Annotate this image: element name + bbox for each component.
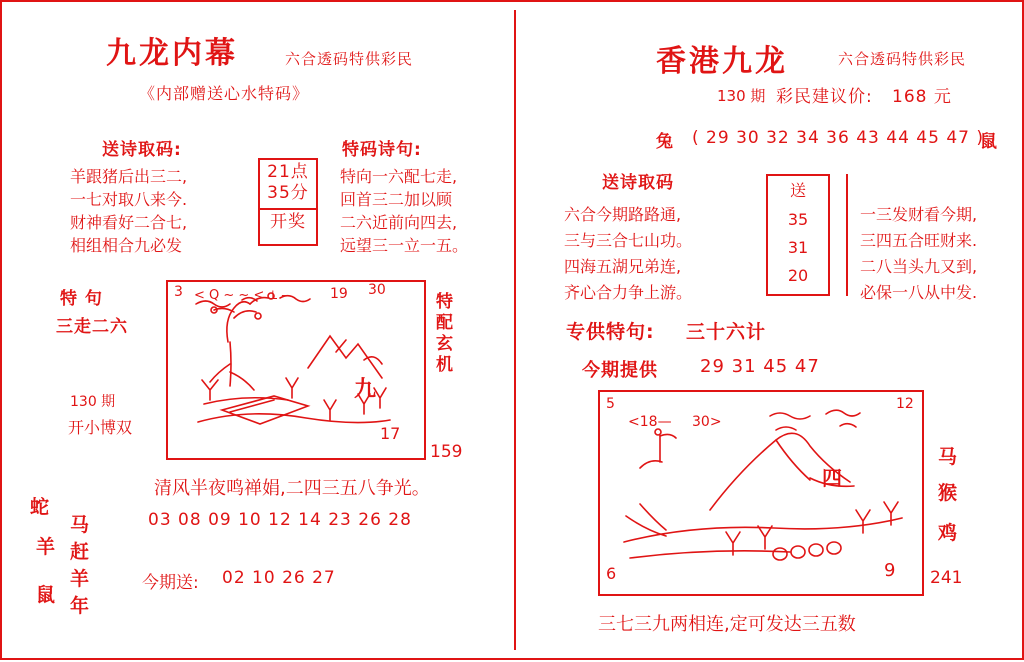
right-drawing-label-bottom-left: 6 [606,564,617,583]
right-price-label: 彩民建议价: [776,87,873,107]
right-send-poem-line-2: 三与三合七山功。 [564,231,693,250]
right-caption: 三七三九两相连,定可发达三五数 [598,614,856,635]
right-provide-label: 今期提供 [582,360,658,381]
left-special-poem-line-4: 远望三一立一五。 [340,236,469,255]
draw-time-minute: 35分 [267,183,309,204]
left-special-poem [340,165,468,257]
right-side-poem-line-3: 二八当头九又到, [860,257,978,276]
right-rabbit-right: 鼠 [980,132,998,152]
left-drawing-label-bottom-right: 17 [380,424,401,443]
te-ju-label: 特 句 [60,289,103,309]
left-issue-note: 开小博双 [68,418,133,437]
right-side-poem-line-4: 必保一八从中发. [860,283,978,302]
left-special-poem-line-1: 特向一六配七走, [340,167,458,186]
right-title: 香港九龙 [656,44,788,79]
te-ju-value: 三走二六 [56,317,128,337]
left-zodiac2-2: 赶 [70,541,91,563]
left-zodiac-3: 鼠 [36,584,57,606]
left-zodiac2-1: 马 [70,514,91,536]
left-this-issue-numbers: 02 10 26 27 [222,568,336,588]
left-drawing-label-top-left: 3 [174,284,183,300]
right-side-poem-line-1: 一三发财看今期, [860,205,978,224]
right-drawing [598,390,924,596]
right-price-value: 168 元 [892,87,952,107]
right-drawing-label-bottom-right: 9 [884,560,896,581]
left-special-poem-line-3: 二六近前向四去, [340,213,458,232]
right-special-label: 专供特句: [566,321,655,343]
right-send-box-label: 送 [789,181,806,200]
left-zodiac2-4: 年 [70,595,91,617]
draw-label: 开奖 [260,208,316,233]
left-send-poem-line-4: 相组相合九必发 [70,236,183,255]
left-send-poem-line-1: 羊跟猪后出三二, [70,167,188,186]
left-send-poem-line-2: 一七对取八来今. [70,190,188,209]
right-side-separator [846,174,848,296]
left-send-poem-header: 送诗取码: [102,140,182,160]
right-side-poem-line-2: 三四五合旺财来. [860,231,978,250]
right-send-poem-line-4: 齐心合力争上游。 [564,283,693,302]
left-zodiac-1: 蛇 [30,496,51,518]
left-side-vertical: 特配玄机 [432,292,452,376]
left-corner-number: 159 [430,442,463,462]
right-special-value: 三十六计 [686,321,767,343]
draw-time-hour: 21点 [267,162,309,182]
left-title: 九龙内幕 [106,36,238,71]
left-special-poem-line-2: 回首三二加以顾 [340,190,453,209]
right-side-zodiac-2: 猴 [938,482,958,504]
left-this-issue-label: 今期送: [142,573,199,593]
right-send-poem [564,202,692,306]
left-drawing-label-top-right: 30 [368,282,386,298]
right-send-box-value-3: 20 [787,266,809,285]
right-rabbit-numbers: ( 29 30 32 34 36 43 44 45 47 ) [692,128,984,148]
left-special-poem-header: 特码诗句: [342,140,422,160]
right-title-sub: 六合透码特供彩民 [838,50,967,68]
right-send-box-value-2: 31 [787,238,809,257]
left-quote: 《内部赠送心水特码》 [139,84,310,103]
left-title-sub: 六合透码特供彩民 [285,50,414,68]
draw-time-box [258,158,318,246]
right-issue: 130 期 [717,87,766,105]
right-drawing-label-mid-char: 四 [822,466,842,490]
right-corner-number: 241 [930,568,963,588]
left-drawing-bracket: < Q ~ ~ < ⟂ ‒ [194,288,290,303]
left-panel [2,2,514,662]
left-drawing-label-mid: 九 [354,377,377,402]
right-rabbit-left: 兔 [656,132,674,152]
right-side-zodiac-1: 马 [938,446,958,468]
right-send-poem-line-1: 六合今期路路通, [564,205,682,224]
left-issue: 130 期 [70,394,116,410]
right-drawing-label-top-left: 5 [606,396,615,412]
right-send-box-value-1: 35 [787,210,809,229]
left-zodiac-2: 羊 [36,536,57,558]
left-caption: 清风半夜鸣禅娟,二四三五八争光。 [154,478,430,499]
right-drawing-label-top-right: 12 [896,396,914,412]
right-drawing-label-mid-b: 30> [692,414,722,430]
right-side-poem [860,202,977,306]
left-send-poem-line-3: 财神看好二合七, [70,213,188,232]
right-panel [514,2,1024,662]
left-zodiac2-3: 羊 [70,568,91,590]
right-send-box [766,174,830,296]
left-drawing [166,280,426,460]
right-drawing-label-mid-a: <18— [628,414,672,430]
left-drawing-label-top-mid: 19 [330,286,348,302]
left-numbers-row: 03 08 09 10 12 14 23 26 28 [148,510,412,530]
right-side-zodiac-3: 鸡 [938,522,958,544]
right-provide-numbers: 29 31 45 47 [700,356,820,377]
right-send-poem-header: 送诗取码 [602,173,674,193]
left-send-poem [70,165,187,257]
right-send-poem-line-3: 四海五湖兄弟连, [564,257,682,276]
